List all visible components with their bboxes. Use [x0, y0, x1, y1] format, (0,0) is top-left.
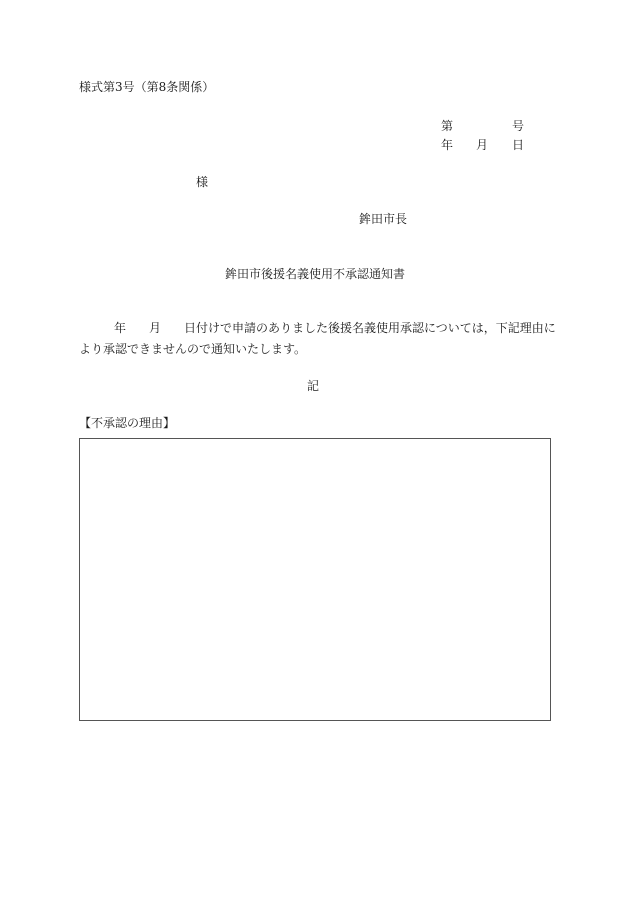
sender-name: 鉾田市長 [359, 212, 408, 226]
date-month: 月 [476, 138, 489, 152]
number-prefix: 第 [441, 119, 454, 133]
addressee-honorific: 様 [196, 175, 209, 189]
body-year: 年 [114, 321, 127, 335]
ki-marker: 記 [307, 379, 320, 393]
body-line-1-text: 日付けで申請のありました後援名義使用承認については，下記理由に [184, 321, 556, 335]
date-year: 年 [441, 138, 454, 152]
body-line-2: より承認できませんので通知いたします。 [79, 342, 307, 356]
date-day: 日 [512, 138, 525, 152]
reason-label: 【不承認の理由】 [79, 416, 176, 430]
body-month: 月 [149, 321, 162, 335]
number-suffix: 号 [512, 119, 525, 133]
reason-box [79, 438, 551, 721]
form-number: 様式第3号（第8条関係） [79, 80, 215, 94]
document-title: 鉾田市後援名義使用不承認通知書 [225, 267, 406, 281]
